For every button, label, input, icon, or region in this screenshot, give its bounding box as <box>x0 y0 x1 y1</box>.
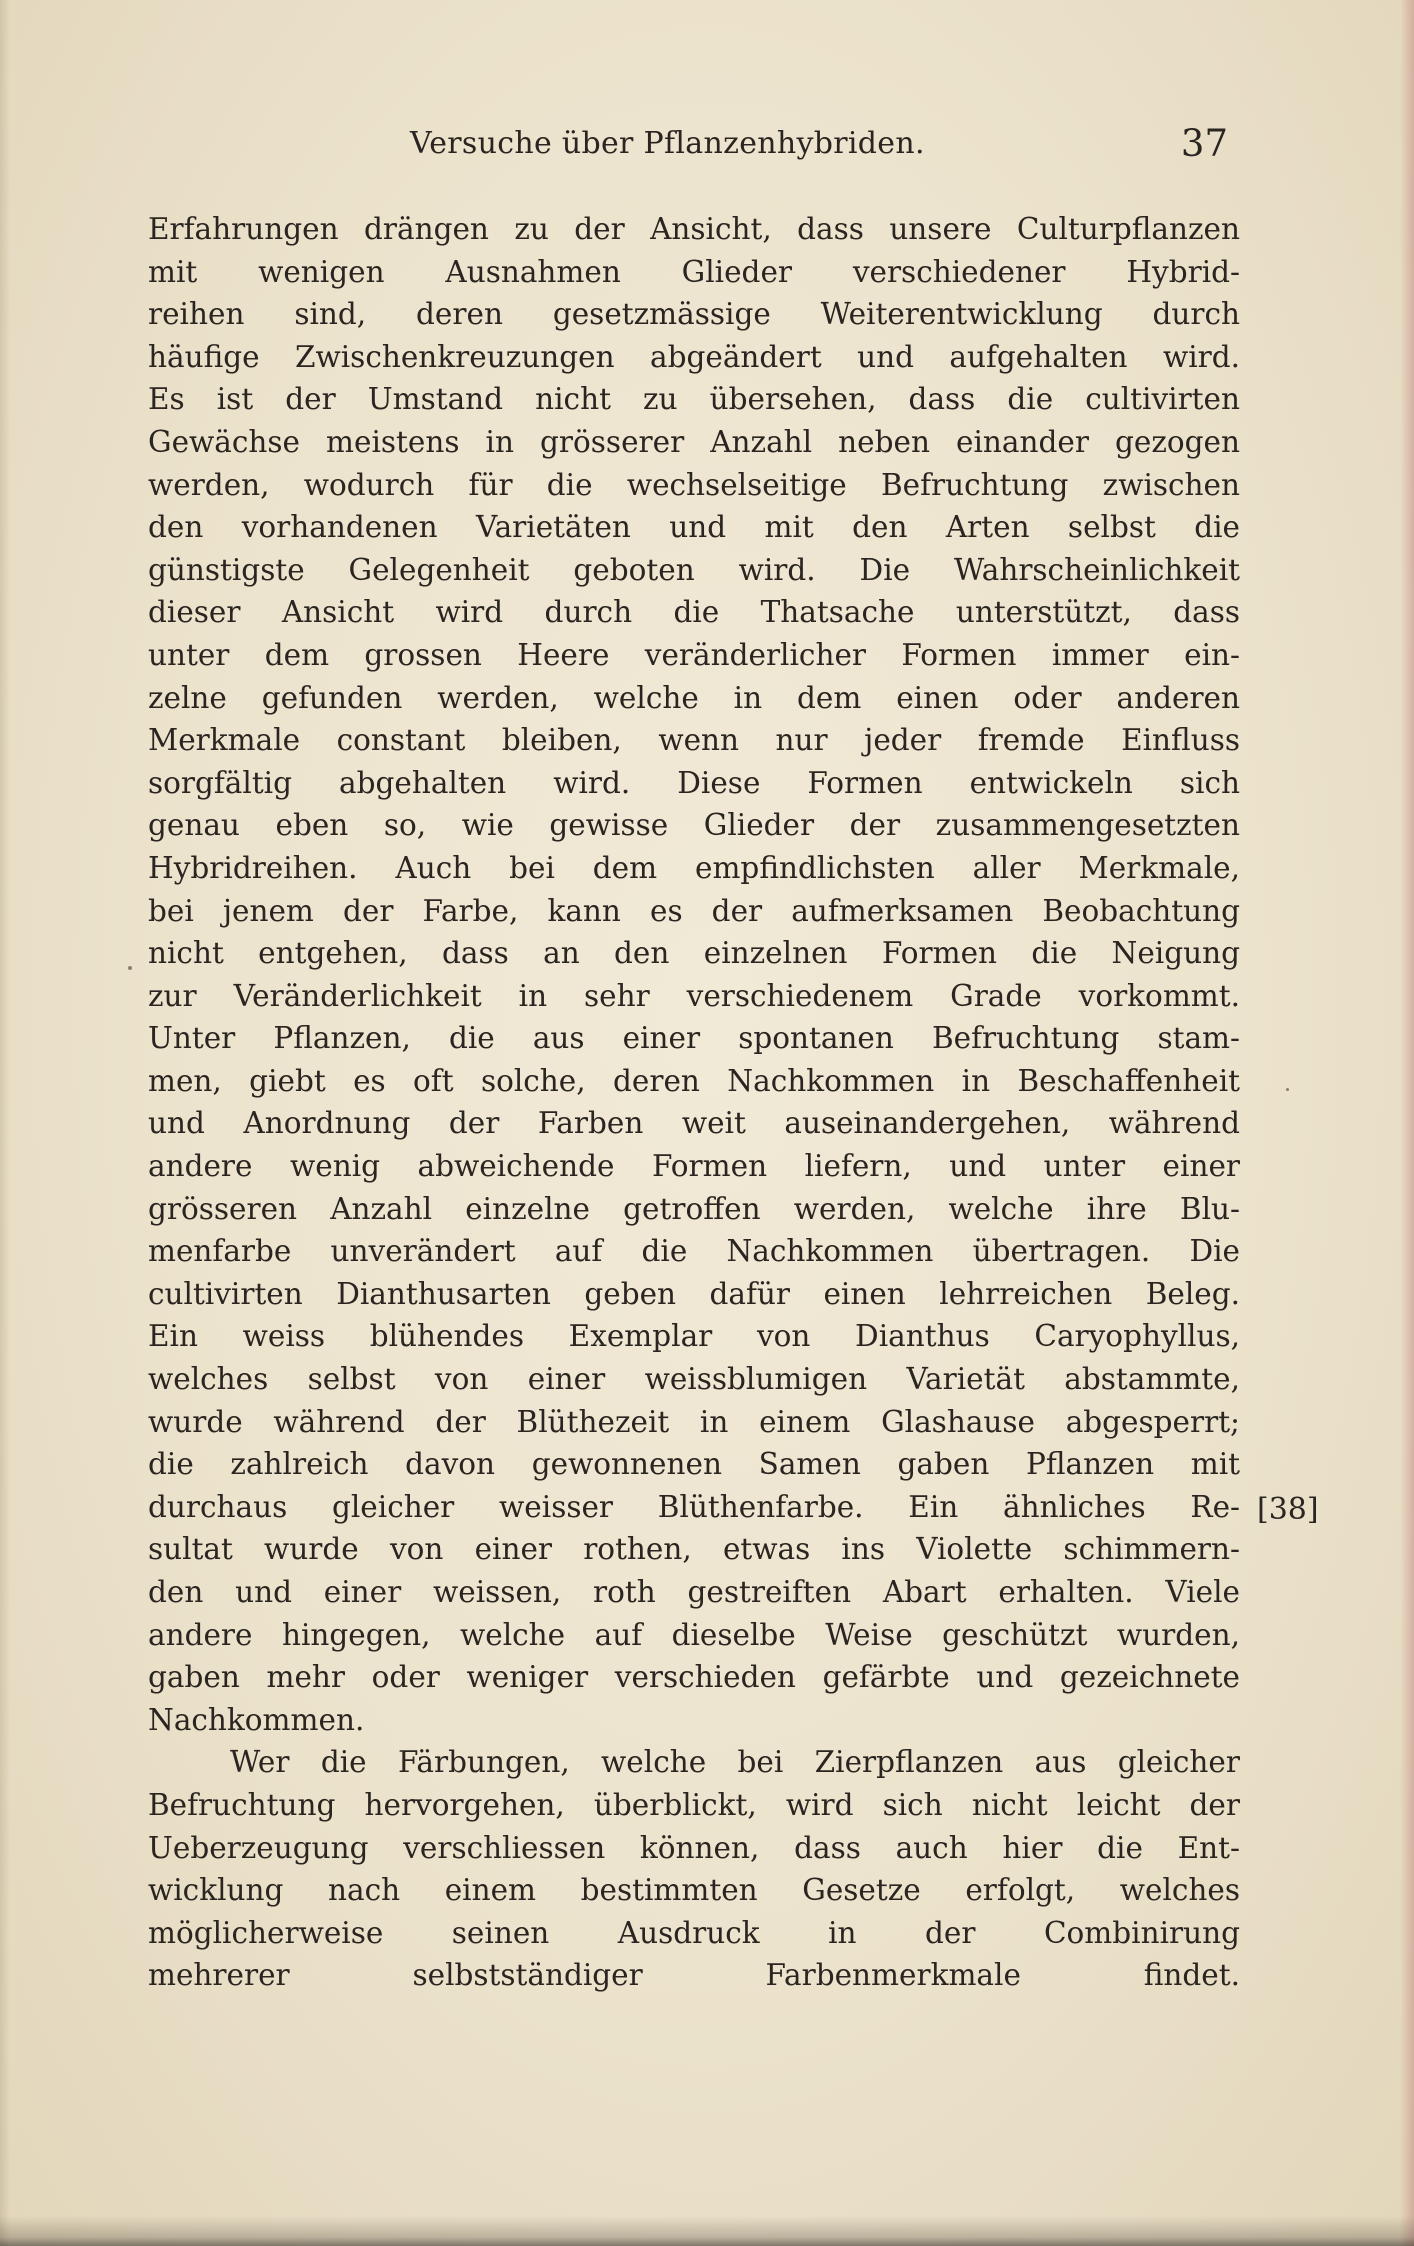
text-line: bei jenem der Farbe, kann es der aufmerksamen Beobachtung <box>148 893 1240 928</box>
text-line: reihen sind, deren gesetzmässige Weiterentwicklung durch <box>148 297 1240 332</box>
text-line: möglicherweise seinen Ausdruck in der Combinirung <box>148 1915 1240 1950</box>
text-line: und Anordnung der Farben weit auseinandergehen, während <box>148 1106 1240 1141</box>
text-line: durchaus gleicher weisser Blüthenfarbe. Ein ähnliches Re- <box>148 1489 1240 1524</box>
text-line: Hybridreihen. Auch bei dem empfindlichsten aller Merkmale, <box>148 850 1240 885</box>
page-edge-right <box>1400 0 1414 2246</box>
paragraph-2 <box>148 1741 1240 1997</box>
text-line: zur Veränderlichkeit in sehr verschiedenem Grade vorkommt. <box>148 978 1240 1013</box>
text-line: sultat wurde von einer rothen, etwas ins Violette schimmern- <box>148 1532 1240 1567</box>
text-line: häufige Zwischenkreuzungen abgeändert und aufgehalten wird. <box>148 339 1240 374</box>
text-line: werden, wodurch für die wechselseitige Befruchtung zwischen <box>148 467 1240 502</box>
text-line: Befruchtung hervorgehen, überblickt, wird sich nicht leicht der <box>148 1787 1240 1822</box>
paper-speck <box>1286 1088 1289 1091</box>
text-line: dieser Ansicht wird durch die Thatsache unterstützt, dass <box>148 595 1240 630</box>
text-line: Erfahrungen drängen zu der Ansicht, dass unsere Culturpflanzen <box>148 212 1240 246</box>
text-line: Es ist der Umstand nicht zu übersehen, dass die cultivirten <box>148 382 1240 417</box>
text-line: mehrerer selbstständiger Farbenmerkmale findet. <box>148 1958 1240 1993</box>
body-text <box>148 208 1240 1997</box>
text-line: Nachkommen. <box>148 1702 365 1737</box>
text-line: mit wenigen Ausnahmen Glieder verschiedener Hybrid- <box>148 254 1240 289</box>
text-line: unter dem grossen Heere veränderlicher Formen immer ein- <box>148 637 1240 672</box>
text-line: men, giebt es oft solche, deren Nachkommen in Beschaffenheit <box>148 1063 1240 1098</box>
paper-speck <box>128 966 132 970</box>
paragraph-1 <box>148 208 1240 1741</box>
page-shadow-bottom <box>0 2216 1414 2246</box>
text-line: cultivirten Dianthusarten geben dafür einen lehrreichen Beleg. <box>148 1276 1240 1311</box>
text-line: nicht entgehen, dass an den einzelnen Formen die Neigung <box>148 936 1240 971</box>
text-line: den vorhandenen Varietäten und mit den Arten selbst die <box>148 510 1240 545</box>
text-line: welches selbst von einer weissblumigen Varietät abstammte, <box>148 1362 1240 1397</box>
text-line: gaben mehr oder weniger verschieden gefärbte und gezeichnete <box>148 1660 1240 1695</box>
text-line: Gewächse meistens in grösserer Anzahl neben einander gezogen <box>148 424 1240 459</box>
text-line: grösseren Anzahl einzelne getroffen werden, welche ihre Blu- <box>148 1191 1240 1226</box>
running-head <box>148 122 1238 168</box>
text-line: den und einer weissen, roth gestreiften Abart erhalten. Viele <box>148 1575 1240 1609</box>
margin-page-reference: [38] <box>1257 1492 1319 1527</box>
text-line: sorgfältig abgehalten wird. Diese Formen entwickeln sich <box>148 765 1240 800</box>
text-line: wicklung nach einem bestimmten Gesetze erfolgt, welches <box>148 1873 1240 1908</box>
text-line: Wer die Färbungen, welche bei Zierpflanzen aus gleicher <box>230 1745 1240 1780</box>
text-line: andere hingegen, welche auf dieselbe Weise geschützt wurden, <box>148 1617 1240 1652</box>
text-line: wurde während der Blüthezeit in einem Glashause abgesperrt; <box>148 1404 1240 1439</box>
text-line: Ueberzeugung verschliessen können, dass auch hier die Ent- <box>148 1830 1240 1865</box>
text-line: genau eben so, wie gewisse Glieder der zusammengesetzten <box>148 808 1240 843</box>
text-line: die zahlreich davon gewonnenen Samen gaben Pflanzen mit <box>148 1447 1240 1482</box>
page-number: 37 <box>1180 122 1228 165</box>
text-line: andere wenig abweichende Formen liefern, und unter einer <box>148 1149 1240 1184</box>
text-line: günstigste Gelegenheit geboten wird. Die Wahrscheinlichkeit <box>148 552 1240 587</box>
page-shadow-left <box>0 0 10 2246</box>
text-line: zelne gefunden werden, welche in dem einen oder anderen <box>148 680 1240 715</box>
text-line: menfarbe unverändert auf die Nachkommen übertragen. Die <box>148 1234 1240 1269</box>
text-line: Unter Pflanzen, die aus einer spontanen Befruchtung stam- <box>148 1021 1240 1056</box>
text-line: Ein weiss blühendes Exemplar von Dianthus Caryophyllus, <box>148 1319 1240 1354</box>
text-line: Merkmale constant bleiben, wenn nur jeder fremde Einfluss <box>148 723 1240 758</box>
running-title: Versuche über Pflanzenhybriden. <box>410 126 925 161</box>
